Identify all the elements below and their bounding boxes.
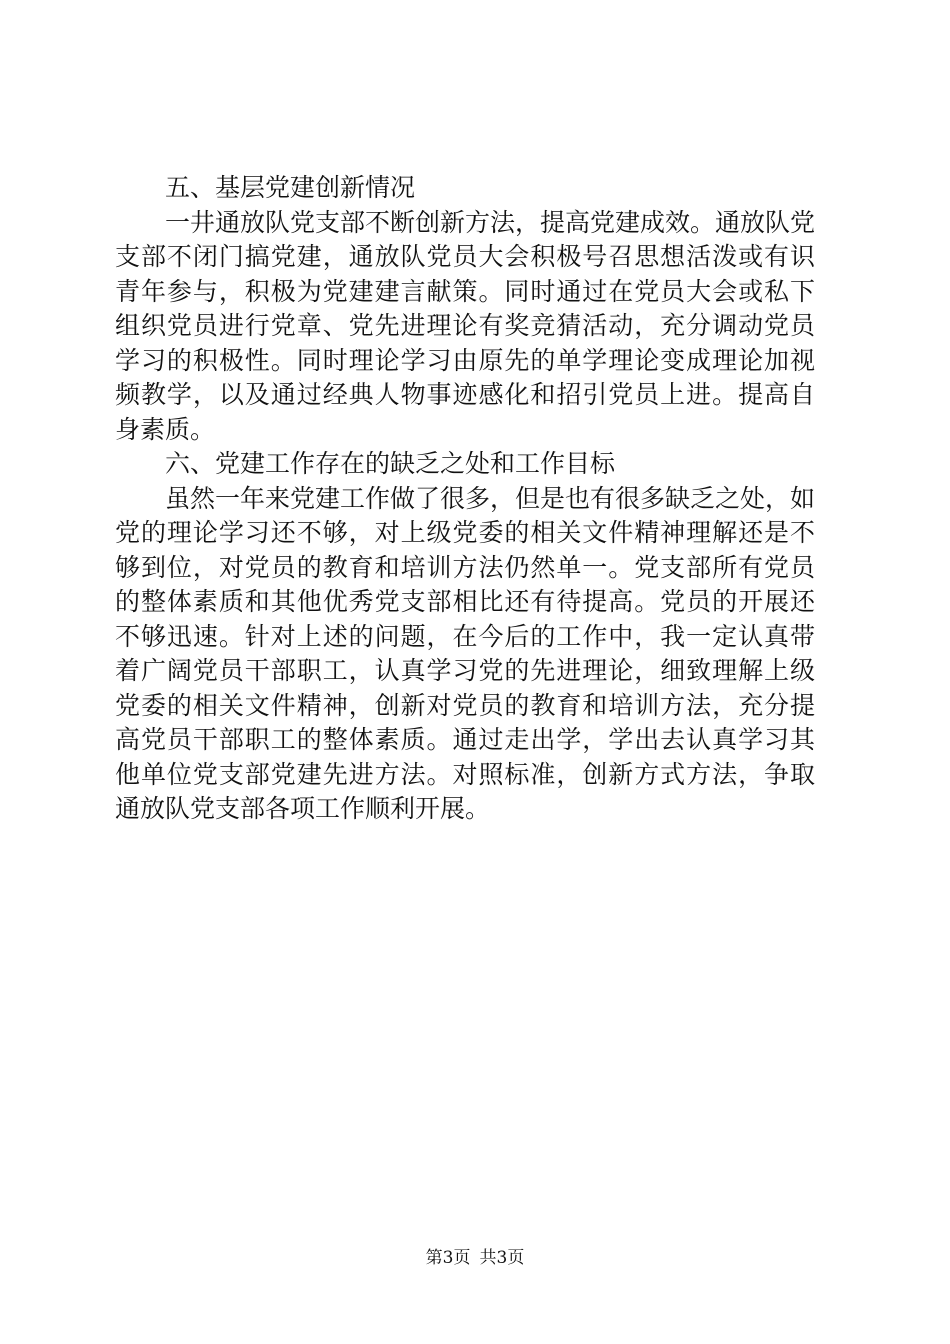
paragraph-line: 通放队党支部各项工作顺利开展。 — [115, 794, 491, 823]
paragraph-line: 党委的相关文件精神，创新对党员的教育和培训方法，充分提 — [115, 690, 815, 720]
paragraph-line: 高党员干部职工的整体素质。通过走出学，学出去认真学习其 — [115, 725, 815, 754]
paragraph-line: 够到位，对党员的教育和培训方法仍然单一。党支部所有党员 — [115, 552, 815, 582]
document-body — [115, 171, 815, 827]
page-footer — [0, 1246, 950, 1270]
paragraph-line: 一井通放队党支部不断创新方法，提高党建成效。通放队党 — [165, 207, 815, 237]
paragraph-line: 频教学，以及通过经典人物事迹感化和招引党员上进。提高自 — [115, 380, 815, 409]
page-number: 第3页 — [425, 1248, 471, 1268]
section-heading-5: 五、基层党建创新情况 — [165, 173, 416, 202]
paragraph-line: 学习的积极性。同时理论学习由原先的单学理论变成理论加视 — [115, 345, 815, 375]
paragraph-line: 的整体素质和其他优秀党支部相比还有待提高。党员的开展还 — [115, 587, 815, 616]
paragraph-line: 青年参与，积极为党建建言献策。同时通过在党员大会或私下 — [115, 276, 815, 306]
paragraph-line: 他单位党支部党建先进方法。对照标准，创新方式方法，争取 — [115, 759, 815, 789]
paragraph-line: 身素质。 — [115, 414, 216, 444]
paragraph-line: 支部不闭门搞党建，通放队党员大会积极号召思想活泼或有识 — [115, 242, 815, 271]
paragraph-line: 虽然一年来党建工作做了很多，但是也有很多缺乏之处，如 — [165, 483, 815, 513]
page-total: 共3页 — [479, 1248, 525, 1268]
section-heading-6: 六、党建工作存在的缺乏之处和工作目标 — [165, 449, 616, 478]
paragraph-line: 党的理论学习还不够，对上级党委的相关文件精神理解还是不 — [115, 518, 815, 547]
paragraph-line: 组织党员进行党章、党先进理论有奖竞猜活动，充分调动党员 — [115, 311, 815, 340]
paragraph-line: 不够迅速。针对上述的问题，在今后的工作中，我一定认真带 — [115, 621, 815, 651]
paragraph-line: 着广阔党员干部职工，认真学习党的先进理论，细致理解上级 — [115, 656, 815, 685]
